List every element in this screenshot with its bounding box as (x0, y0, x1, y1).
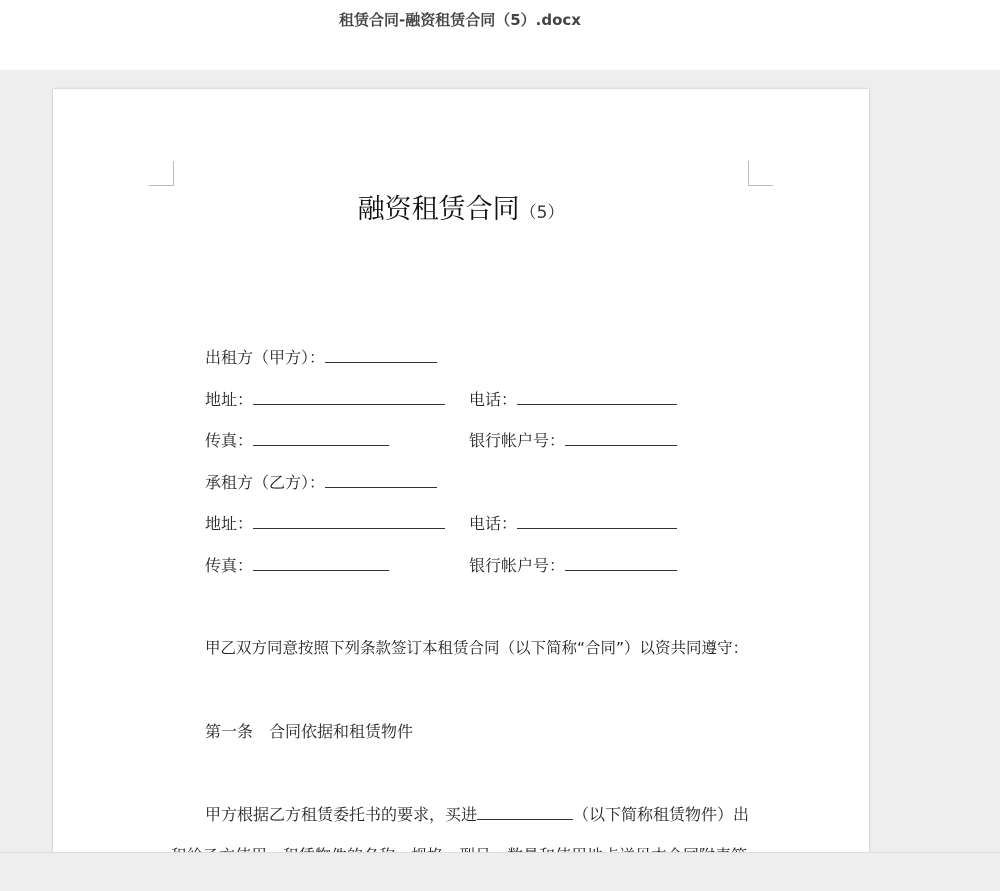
lessor-blank (325, 346, 437, 363)
address-blank (253, 388, 445, 405)
party-b-address-line (205, 511, 445, 534)
lessee-line (205, 470, 437, 493)
phone-label: 电话： (469, 514, 518, 533)
fax-blank (253, 554, 389, 571)
document-page (53, 89, 869, 889)
heading-number: （5） (519, 203, 565, 223)
party-a-phone-line (469, 387, 677, 410)
article-1-line-1 (205, 802, 749, 825)
heading-title: 融资租赁合同 (357, 194, 520, 225)
bank-blank (565, 554, 677, 571)
party-a-bank-line (469, 428, 677, 451)
bank-label: 银行帐户号： (469, 556, 566, 575)
margin-corner-top-right (748, 161, 773, 186)
address-label: 地址： (205, 390, 254, 409)
article-1-text-before: 甲方根据乙方租赁委托书的要求，买进 (205, 805, 478, 824)
intro-paragraph: 甲乙双方同意按照下列条款签订本租赁合同（以下简称“合同”）以资共同遵守： (205, 639, 749, 657)
fax-label: 传真： (205, 556, 254, 575)
status-bar (0, 852, 1000, 891)
party-a-fax-line (205, 428, 389, 451)
bank-blank (565, 429, 677, 446)
party-b-bank-line (469, 553, 677, 576)
phone-blank (517, 388, 677, 405)
phone-label: 电话： (469, 390, 518, 409)
bank-label: 银行帐户号： (469, 431, 566, 450)
fax-label: 传真： (205, 431, 254, 450)
lessor-line (205, 345, 437, 368)
fax-blank (253, 429, 389, 446)
title-bar (0, 0, 1000, 70)
phone-blank (517, 512, 677, 529)
party-b-fax-line (205, 553, 389, 576)
address-blank (253, 512, 445, 529)
document-filename: 租赁合同-融资租赁合同（5）.docx (339, 11, 581, 29)
item-blank (477, 803, 573, 820)
article-1-text-after: （以下简称租赁物件）出 (573, 805, 750, 824)
party-a-address-line (205, 387, 445, 410)
lessee-label: 承租方（乙方）： (205, 473, 326, 492)
document-heading (53, 187, 869, 226)
lessor-label: 出租方（甲方）： (205, 348, 326, 367)
article-1-title: 第一条 合同依据和租赁物件 (205, 722, 414, 741)
party-b-phone-line (469, 511, 677, 534)
address-label: 地址： (205, 514, 254, 533)
margin-corner-top-left (149, 161, 174, 186)
lessee-blank (325, 471, 437, 488)
document-viewer[interactable] (0, 70, 1000, 852)
